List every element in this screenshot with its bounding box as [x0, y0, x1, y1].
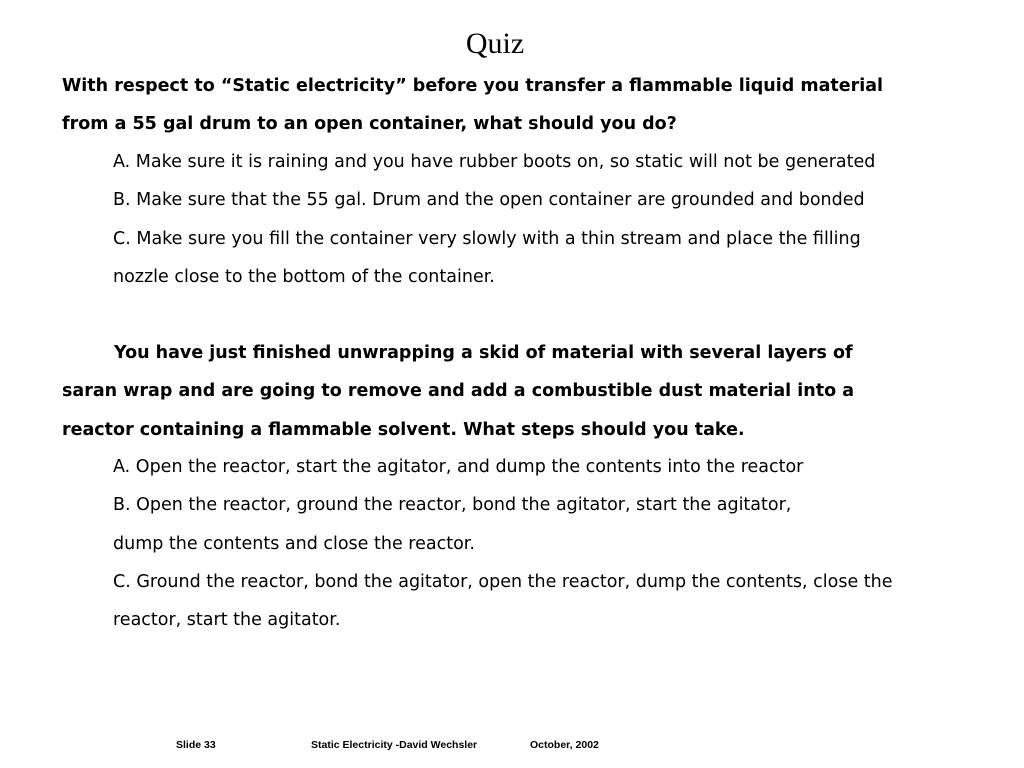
question-1-option-a: A. Make sure it is raining and you have rubber boots on, so static will not be generated — [113, 152, 876, 172]
slide-title: Quiz — [465, 27, 525, 60]
question-1-stem-line-2: from a 55 gal drum to an open container, what should you do? — [62, 114, 677, 134]
question-1-option-c-line-2: nozzle close to the bottom of the container. — [113, 267, 495, 287]
question-2-stem-line-1: You have just finished unwrapping a skid of material with several layers of — [114, 343, 853, 363]
question-2-stem-line-2: saran wrap and are going to remove and add a combustible dust material into a — [62, 381, 855, 401]
question-2-option-b-line-2: dump the contents and close the reactor. — [113, 534, 475, 554]
question-1-option-b: B. Make sure that the 55 gal. Drum and the open container are grounded and bonded — [113, 190, 865, 210]
question-1-stem-line-1: With respect to “Static electricity” before you transfer a flammable liquid material — [62, 76, 884, 96]
question-2-option-c-line-1: C. Ground the reactor, bond the agitator, open the reactor, dump the contents, close the — [113, 572, 893, 592]
question-2-option-c-line-2: reactor, start the agitator. — [113, 610, 341, 630]
question-2-option-b-line-1: B. Open the reactor, ground the reactor, bond the agitator, start the agitator, — [113, 495, 792, 515]
question-2-option-a: A. Open the reactor, start the agitator, and dump the contents into the reactor — [113, 457, 804, 477]
footer-slide-number: Slide 33 — [176, 739, 216, 751]
question-1-option-c-line-1: C. Make sure you fill the container very slowly with a thin stream and place the filling — [113, 229, 861, 249]
question-2-stem-line-3: reactor containing a flammable solvent. What steps should you take. — [62, 420, 745, 440]
footer-date: October, 2002 — [530, 739, 599, 751]
footer-presentation-title: Static Electricity -David Wechsler — [311, 739, 478, 751]
